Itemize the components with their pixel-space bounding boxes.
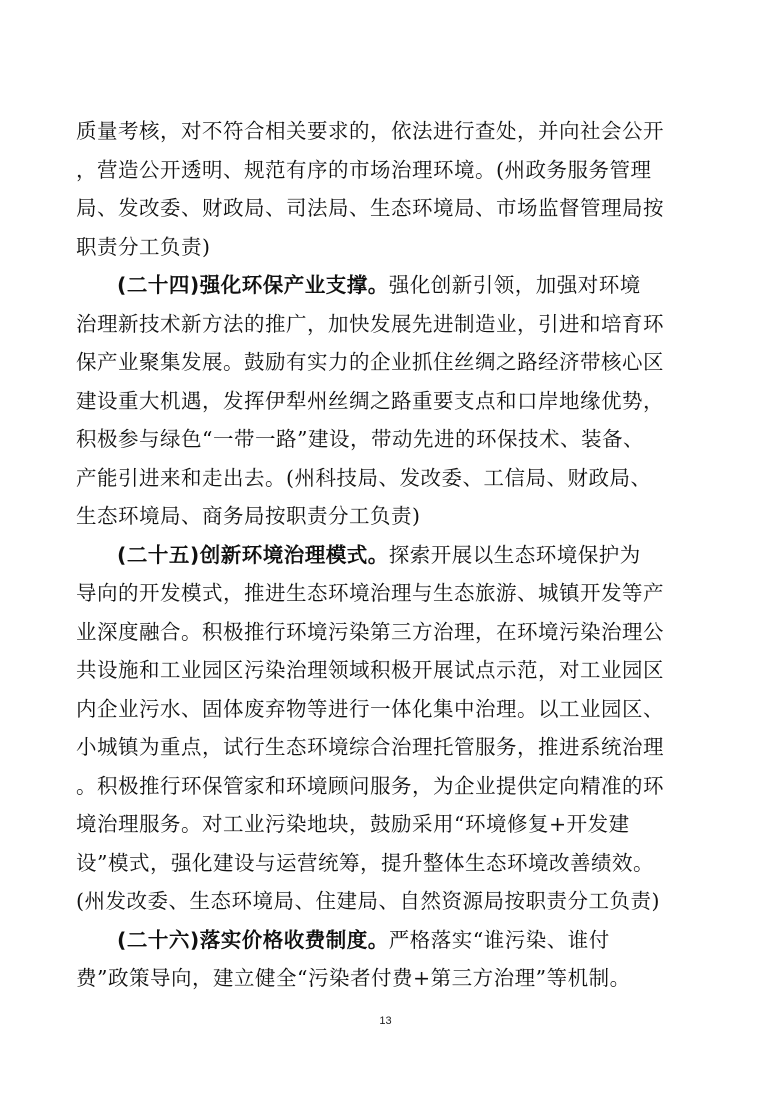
text-line: 设”模式，强化建设与运营统筹，提升整体生态环境改善绩效。 [76, 850, 654, 875]
text-line: 共设施和工业园区污染治理领域积极开展试点示范，对工业园区 [76, 658, 664, 682]
page-number: 13 [379, 1015, 392, 1027]
section-heading: (二十六)落实价格收费制度。 [117, 927, 389, 952]
section-heading-line: (二十四)强化环保产业支撑。强化创新引领，加强对环境 [117, 273, 641, 297]
text-line: 职责分工负责) [76, 234, 211, 259]
text-line: (州发改委、生态环境局、住建局、自然资源局按职责分工负责) [76, 889, 660, 913]
text-line: 质量考核，对不符合相关要求的，依法进行查处，并向社会公开 [76, 119, 664, 143]
text-line: 费”政策导向，建立健全“污染者付费+第三方治理”等机制。 [76, 966, 631, 990]
text-line: 积极参与绿色“一带一路”建设，带动先进的环保技术、装备、 [76, 427, 644, 451]
text-line: 境治理服务。对工业污染地块，鼓励采用“环境修复+开发建 [76, 812, 630, 836]
text-line: ，营造公开透明、规范有序的市场治理环境。(州政务服务管理 [76, 157, 652, 182]
section-heading: (二十五)创新环境治理模式。 [117, 542, 389, 567]
body-text [76, 112, 696, 998]
text-line: 业深度融合。积极推行环境污染第三方治理，在环境污染治理公 [76, 619, 664, 644]
text-line: 小城镇为重点，试行生态环境综合治理托管服务，推进系统治理 [76, 735, 664, 759]
text-line: 生态环境局、商务局按职责分工负责) [76, 504, 421, 528]
text-line: 建设重大机遇，发挥伊犁州丝绸之路重要支点和口岸地缘优势， [76, 388, 664, 413]
text-line: 导向的开发模式，推进生态环境治理与生态旅游、城镇开发等产 [76, 581, 664, 605]
section-heading-line: (二十五)创新环境治理模式。探索开展以生态环境保护为 [117, 542, 641, 567]
text-line: 。积极推行环保管家和环境顾问服务，为企业提供定向精准的环 [76, 773, 664, 798]
text-line: 产能引进来和走出去。(州科技局、发改委、工信局、财政局、 [76, 465, 652, 490]
text-line: 内企业污水、固体废弃物等进行一体化集中治理。以工业园区、 [76, 696, 664, 721]
text-line: 治理新技术新方法的推广，加快发展先进制造业，引进和培育环 [76, 311, 664, 336]
section-heading-line: (二十六)落实价格收费制度。严格落实“谁污染、谁付 [117, 927, 610, 952]
text-line: 局、发改委、财政局、司法局、生态环境局、市场监督管理局按 [76, 196, 664, 220]
section-heading: (二十四)强化环保产业支撑。 [117, 273, 389, 297]
text-line: 保产业聚集发展。鼓励有实力的企业抓住丝绸之路经济带核心区 [76, 350, 664, 374]
